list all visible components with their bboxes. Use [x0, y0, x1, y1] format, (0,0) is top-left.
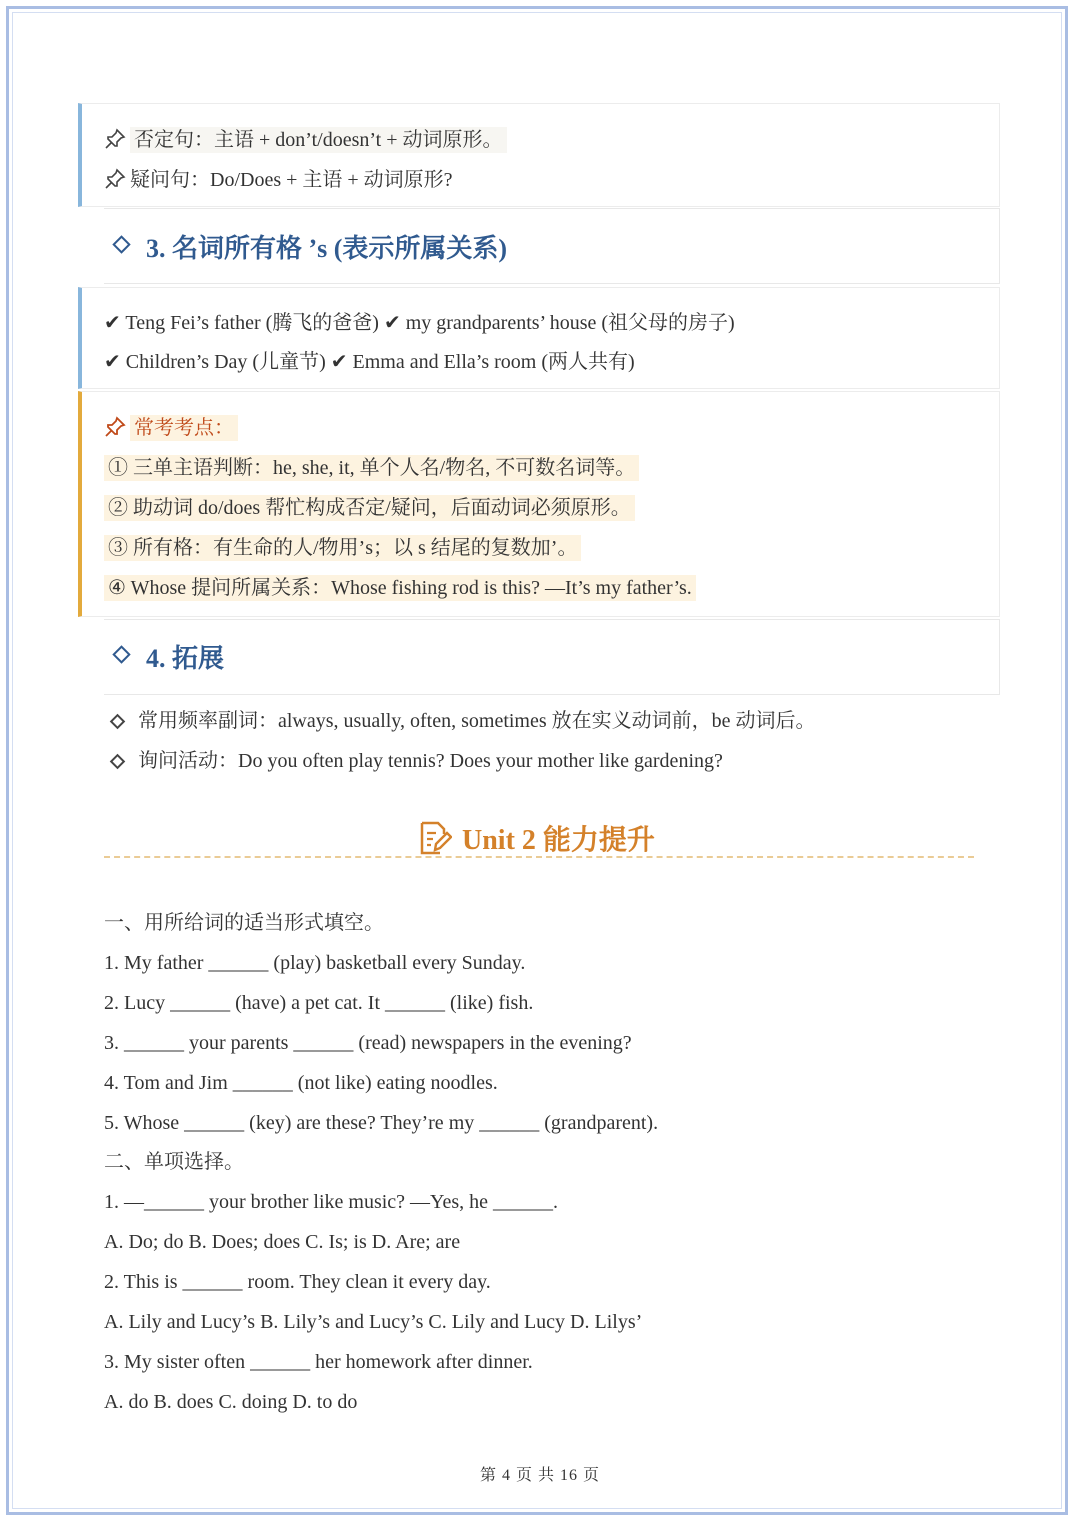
options-item: A. Do; do B. Does; does C. Is; is D. Are; are	[104, 1231, 461, 1253]
question-item: 2. This is ______ room. They clean it every day.	[104, 1271, 491, 1293]
question-sentence-rule: 疑问句：Do/Does + 主语 + 动词原形?	[104, 166, 453, 194]
extension-item: 常用频率副词：always, usually, often, sometimes 放在实义动词前，be 动词后。	[138, 710, 816, 732]
key-point-item: ④ Whose 提问所属关系：Whose fishing rod is this? —It’s my father’s.	[104, 574, 696, 602]
key-point-item: ① 三单主语判断：he, she, it, 单个人名/物名, 不可数名词等。	[104, 454, 639, 482]
key-point-item: ② 助动词 do/does 帮忙构成否定/疑问，后面动词必须原形。	[104, 494, 635, 522]
options-item: A. do B. does C. doing D. to do	[104, 1391, 358, 1413]
unit-title: Unit 2 能力提升	[462, 825, 655, 856]
key-point-item: ③ 所有格：有生命的人/物用’s；以 s 结尾的复数加’。	[104, 534, 581, 562]
exercise-item: 3. ______ your parents ______ (read) newspapers in the evening?	[104, 1032, 632, 1054]
exercise-item: 4. Tom and Jim ______ (not like) eating noodles.	[104, 1072, 498, 1094]
section-4-heading-box	[104, 619, 1000, 695]
edit-document-icon	[418, 820, 452, 861]
options-item: A. Lily and Lucy’s B. Lily’s and Lucy’s C. Lily and Lucy D. Lilys’	[104, 1311, 643, 1333]
negative-sentence-rule: 否定句：主语 + don’t/doesn’t + 动词原形。	[104, 126, 507, 154]
exercise-item: 1. My father ______ (play) basketball every Sunday.	[104, 952, 526, 974]
extension-item: 询问活动：Do you often play tennis? Does your mother like gardening?	[138, 750, 723, 772]
pin-icon	[104, 126, 130, 154]
section-4-title: 4. 拓展	[146, 644, 225, 673]
dashed-divider	[104, 856, 974, 858]
key-points-title: 常考考点：	[104, 414, 238, 442]
question-item: 3. My sister often ______ her homework after dinner.	[104, 1351, 533, 1373]
section-3-title: 3. 名词所有格 ’s (表示所属关系)	[146, 234, 508, 263]
pin-icon	[104, 166, 130, 194]
page-number-footer: 第 4 页 共 16 页	[479, 1467, 600, 1484]
pin-icon	[104, 414, 130, 442]
exercise-item: 5. Whose ______ (key) are these? They’re my ______ (grandparent).	[104, 1112, 659, 1134]
example-line-2: ✔ Children’s Day (儿童节) ✔ Emma and Ella’s room (两人共有)	[104, 351, 635, 373]
part-2-title: 二、单项选择。	[104, 1151, 244, 1173]
exercise-item: 2. Lucy ______ (have) a pet cat. It ______ (like) fish.	[104, 992, 534, 1014]
part-1-title: 一、用所给词的适当形式填空。	[104, 912, 384, 934]
example-line-1: ✔ Teng Fei’s father (腾飞的爸爸) ✔ my grandparents’ house (祖父母的房子)	[104, 312, 735, 334]
question-item: 1. —______ your brother like music? —Yes, he ______.	[104, 1191, 559, 1213]
